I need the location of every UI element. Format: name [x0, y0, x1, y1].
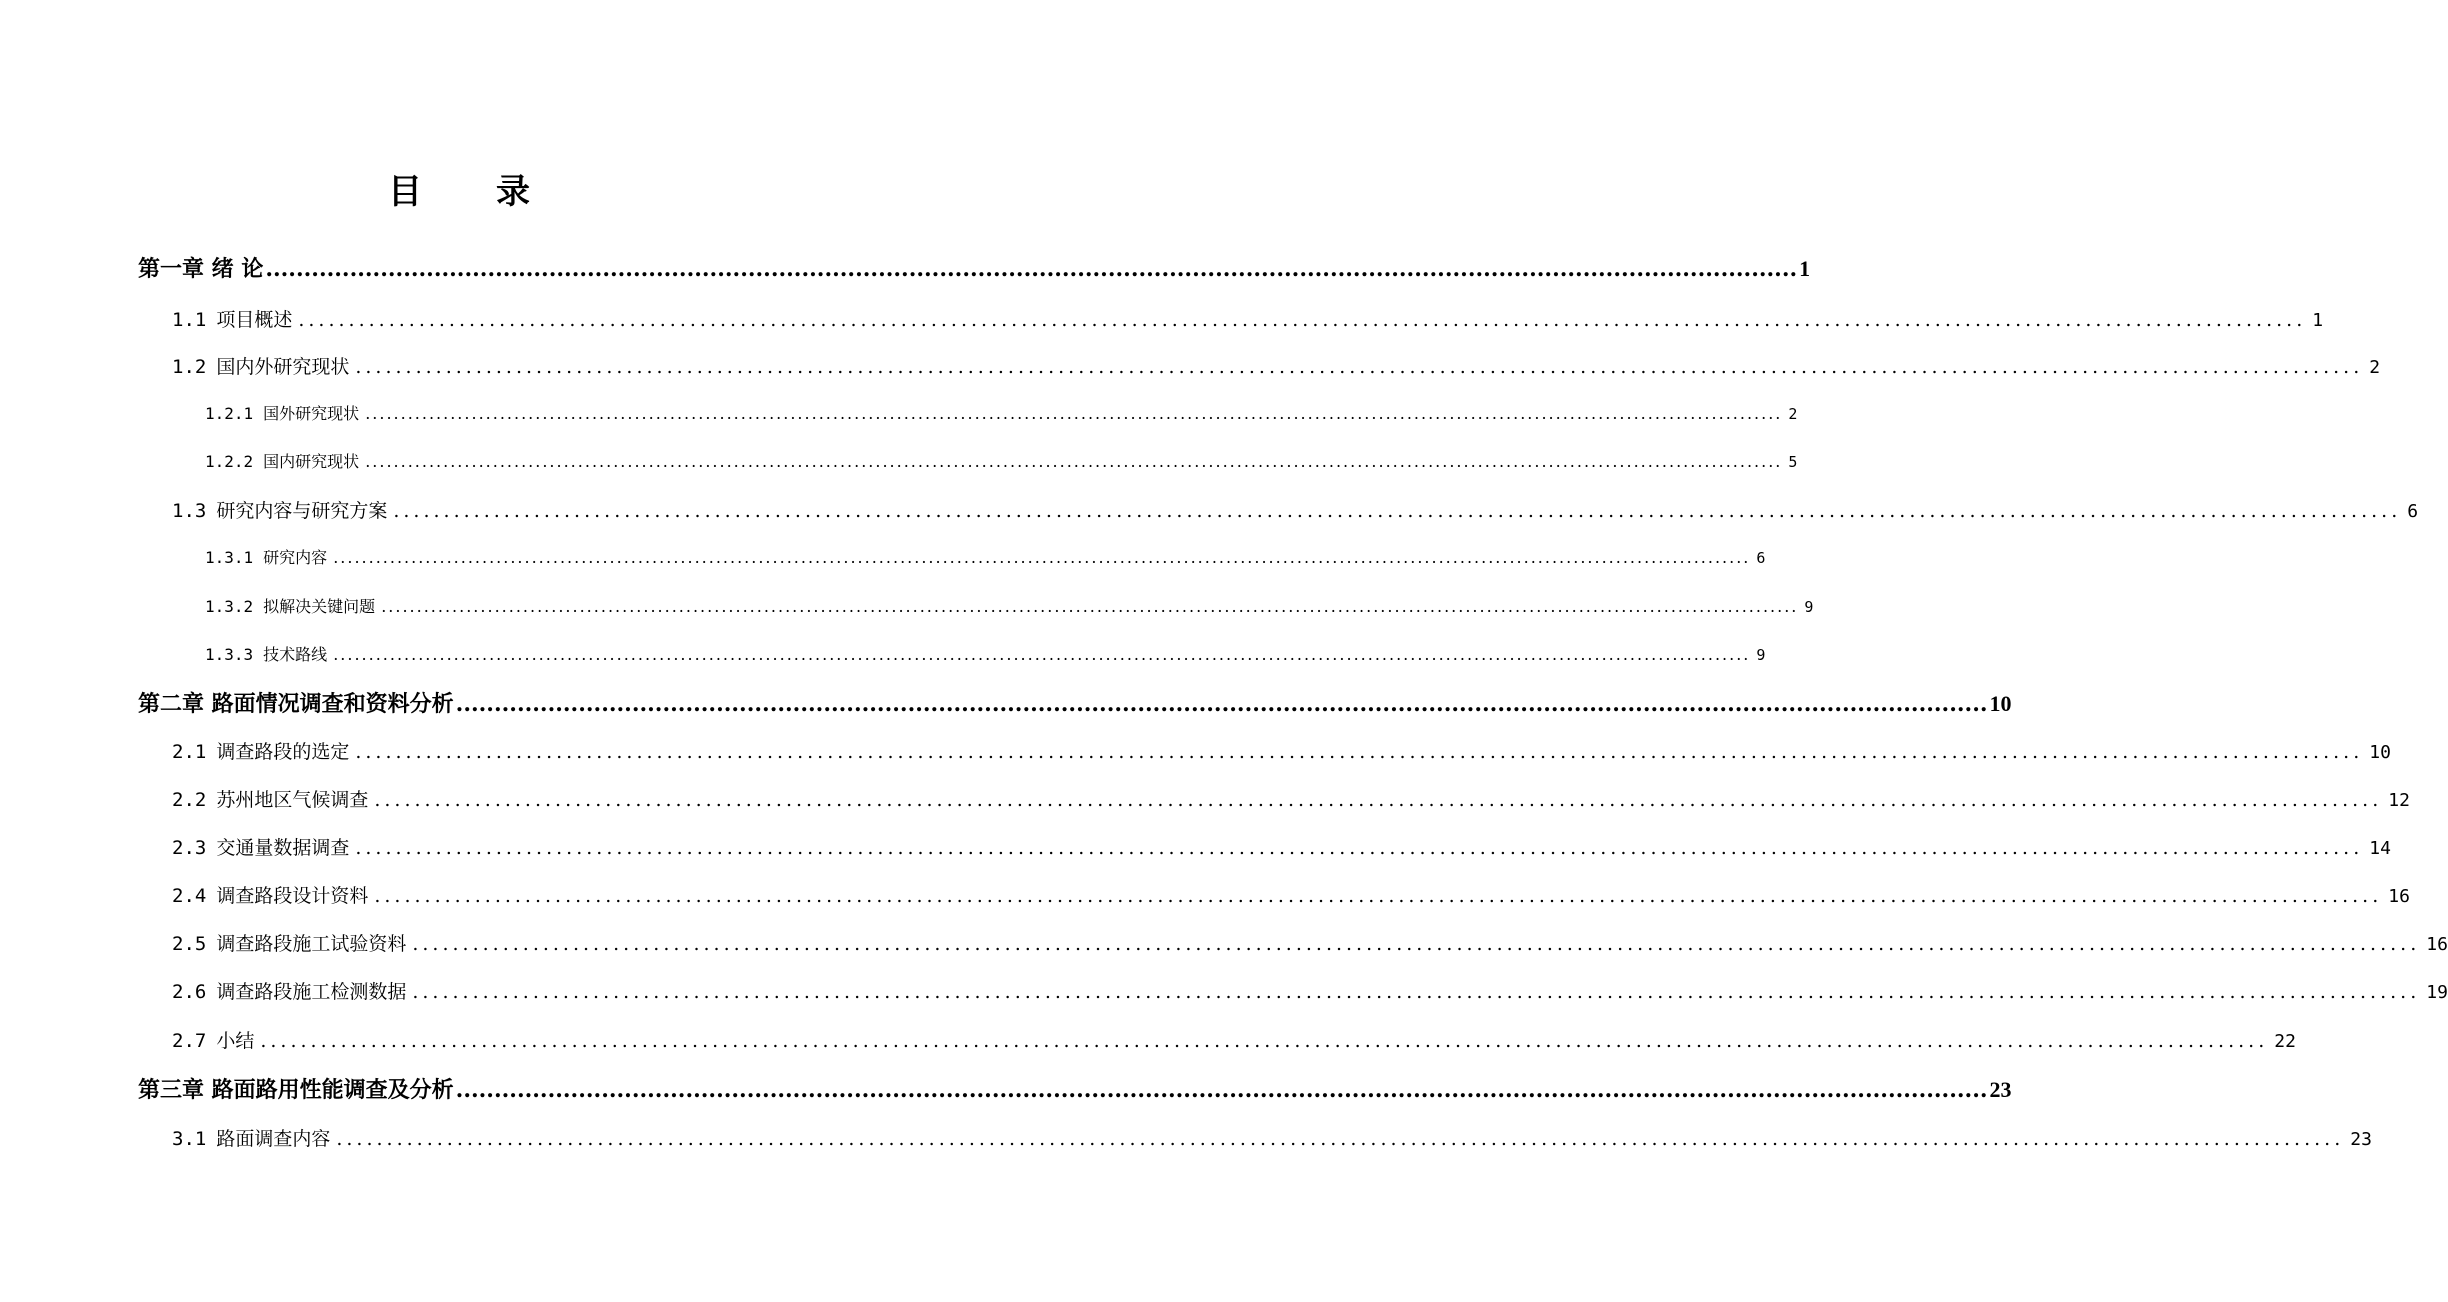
- toc-entry-page-number: 2: [2369, 357, 2381, 378]
- toc-entry-page-number: 16: [2388, 886, 2410, 907]
- toc-entry-number: 2.4: [172, 885, 207, 907]
- toc-entry-page-number: 10: [2369, 742, 2391, 763]
- toc-entry-text: 调查路段施工试验资料: [216, 933, 407, 955]
- toc-entry-page-number: 6: [2407, 501, 2419, 522]
- toc-entry-text: 调查路段施工检测数据: [216, 981, 407, 1003]
- toc-entry-number: 1.3.3: [205, 645, 254, 664]
- toc-entry-page-number: 22: [2274, 1031, 2296, 1052]
- dot-leader: ........................................................................................................................................................................................................: [333, 645, 1751, 664]
- dot-leader: ........................................................................................................................................................................................................: [336, 1128, 2345, 1150]
- toc-entry-number: 2.1: [172, 741, 207, 763]
- toc-entry-label: [172, 496, 387, 526]
- dot-leader: ........................................................................................................................................................................................................: [365, 404, 1783, 423]
- toc-entry-label: [138, 252, 263, 286]
- toc-entry-text: 交通量数据调查: [216, 837, 350, 859]
- dot-leader: ........................................................................................................................................................................................................: [355, 741, 2364, 763]
- toc-entry[interactable]: [205, 594, 1814, 620]
- toc-entry-label: [172, 785, 368, 815]
- toc-entry-label: [205, 594, 375, 620]
- toc-entry[interactable]: [172, 785, 2410, 815]
- toc-entry-text: 第一章 绪 论: [138, 256, 264, 282]
- toc-entry[interactable]: [172, 305, 2324, 335]
- toc-entry-label: [172, 833, 349, 863]
- toc-entry-label: [205, 545, 327, 571]
- dot-leader: ........................................................................................................................................................................................................: [455, 1077, 1988, 1103]
- toc-entry-label: [172, 352, 349, 382]
- page-title: 目 录: [388, 172, 532, 212]
- toc-entry-text: 研究内容与研究方案: [216, 500, 388, 522]
- toc-entry[interactable]: [172, 1026, 2296, 1056]
- toc-entry-text: 技术路线: [263, 645, 328, 664]
- toc-entry-text: 拟解决关键问题: [263, 597, 376, 616]
- toc-entry[interactable]: [205, 545, 1766, 571]
- toc-entry[interactable]: [172, 881, 2410, 911]
- toc-entry-number: 1.3: [172, 500, 207, 522]
- toc-entry[interactable]: [172, 833, 2391, 863]
- dot-leader: ........................................................................................................................................................................................................: [412, 933, 2421, 955]
- toc-entry-page-number: 14: [2369, 838, 2391, 859]
- toc-entry-label: [138, 1073, 454, 1107]
- toc-entry-label: [172, 305, 292, 335]
- dot-leader: ........................................................................................................................................................................................................: [333, 548, 1751, 567]
- toc-entry-label: [138, 687, 454, 721]
- toc-entry-page-number: 10: [1989, 691, 2012, 716]
- dot-leader: ........................................................................................................................................................................................................: [381, 597, 1799, 616]
- toc-entry-number: 2.6: [172, 981, 207, 1003]
- dot-leader: ........................................................................................................................................................................................................: [393, 500, 2402, 522]
- dot-leader: ........................................................................................................................................................................................................: [355, 837, 2364, 859]
- toc-entry-text: 路面调查内容: [216, 1128, 331, 1150]
- toc-entry-page-number: 19: [2426, 982, 2448, 1003]
- toc-entry-label: [205, 401, 359, 427]
- dot-leader: ........................................................................................................................................................................................................: [374, 885, 2383, 907]
- toc-entry-number: 2.7: [172, 1030, 207, 1052]
- toc-entry-page-number: 23: [1989, 1077, 2012, 1102]
- toc-entry-number: 2.5: [172, 933, 207, 955]
- toc-entry-page-number: 12: [2388, 790, 2410, 811]
- toc-entry-label: [172, 929, 406, 959]
- toc-entry-number: 1.3.2: [205, 597, 254, 616]
- toc-entry[interactable]: [172, 737, 2391, 767]
- toc-entry-label: [172, 881, 368, 911]
- toc-entry-text: 第三章 路面路用性能调查及分析: [138, 1077, 454, 1103]
- toc-entry-number: 1.2: [172, 356, 207, 378]
- toc-entry-number: 1.3.1: [205, 548, 254, 567]
- toc-entry-text: 国外研究现状: [263, 404, 360, 423]
- dot-leader: ........................................................................................................................................................................................................: [455, 691, 1988, 717]
- toc-entry-page-number: 6: [1756, 549, 1766, 567]
- toc-entry-text: 国内外研究现状: [216, 356, 350, 378]
- toc-entry-number: 2.2: [172, 789, 207, 811]
- toc-entry-label: [172, 977, 406, 1007]
- toc-entry[interactable]: [205, 642, 1766, 668]
- toc-entry[interactable]: [172, 977, 2448, 1007]
- toc-entry-text: 第二章 路面情况调查和资料分析: [138, 691, 454, 717]
- toc-entry-text: 小结: [216, 1030, 255, 1052]
- toc-entry-text: 研究内容: [263, 548, 328, 567]
- toc-entry[interactable]: [172, 352, 2381, 382]
- toc-entry-page-number: 5: [1788, 453, 1798, 471]
- toc-entry-label: [205, 642, 327, 668]
- toc-entry-text: 项目概述: [216, 309, 293, 331]
- toc-entry[interactable]: [172, 1124, 2372, 1154]
- toc-entry[interactable]: [205, 401, 1798, 427]
- toc-entry[interactable]: [172, 496, 2419, 526]
- toc-entry-text: 苏州地区气候调查: [216, 789, 369, 811]
- dot-leader: ........................................................................................................................................................................................................: [412, 981, 2421, 1003]
- toc-entry[interactable]: [138, 1073, 2012, 1107]
- toc-entry-label: [172, 737, 349, 767]
- toc-entry[interactable]: [138, 252, 1811, 286]
- toc-entry-label: [172, 1124, 330, 1154]
- toc-entry-number: 1.2.1: [205, 404, 254, 423]
- toc-entry[interactable]: [172, 929, 2448, 959]
- dot-leader: ........................................................................................................................................................................................................: [365, 452, 1783, 471]
- toc-entry-text: 调查路段的选定: [216, 741, 350, 763]
- toc-entry-number: 3.1: [172, 1128, 207, 1150]
- toc-entry-page-number: 9: [1756, 646, 1766, 664]
- toc-entry-page-number: 1: [2312, 310, 2324, 331]
- toc-entry-page-number: 9: [1804, 598, 1814, 616]
- toc-entry-text: 国内研究现状: [263, 452, 360, 471]
- toc-entry-number: 1.1: [172, 309, 207, 331]
- dot-leader: ........................................................................................................................................................................................................: [355, 356, 2364, 378]
- toc-entry-text: 调查路段设计资料: [216, 885, 369, 907]
- dot-leader: ........................................................................................................................................................................................................: [260, 1030, 2269, 1052]
- toc-entry-page-number: 1: [1799, 256, 1811, 281]
- toc-entry-page-number: 23: [2350, 1129, 2372, 1150]
- dot-leader: ........................................................................................................................................................................................................: [265, 256, 1798, 282]
- dot-leader: ........................................................................................................................................................................................................: [298, 309, 2307, 331]
- toc-entry-number: 1.2.2: [205, 452, 254, 471]
- toc-entry-page-number: 16: [2426, 934, 2448, 955]
- toc-entry-number: 2.3: [172, 837, 207, 859]
- toc-entry-label: [172, 1026, 254, 1056]
- toc-entry[interactable]: [205, 449, 1798, 475]
- dot-leader: ........................................................................................................................................................................................................: [374, 789, 2383, 811]
- toc-entry-page-number: 2: [1788, 405, 1798, 423]
- toc-entry-label: [205, 449, 359, 475]
- toc-entry[interactable]: [138, 687, 2012, 721]
